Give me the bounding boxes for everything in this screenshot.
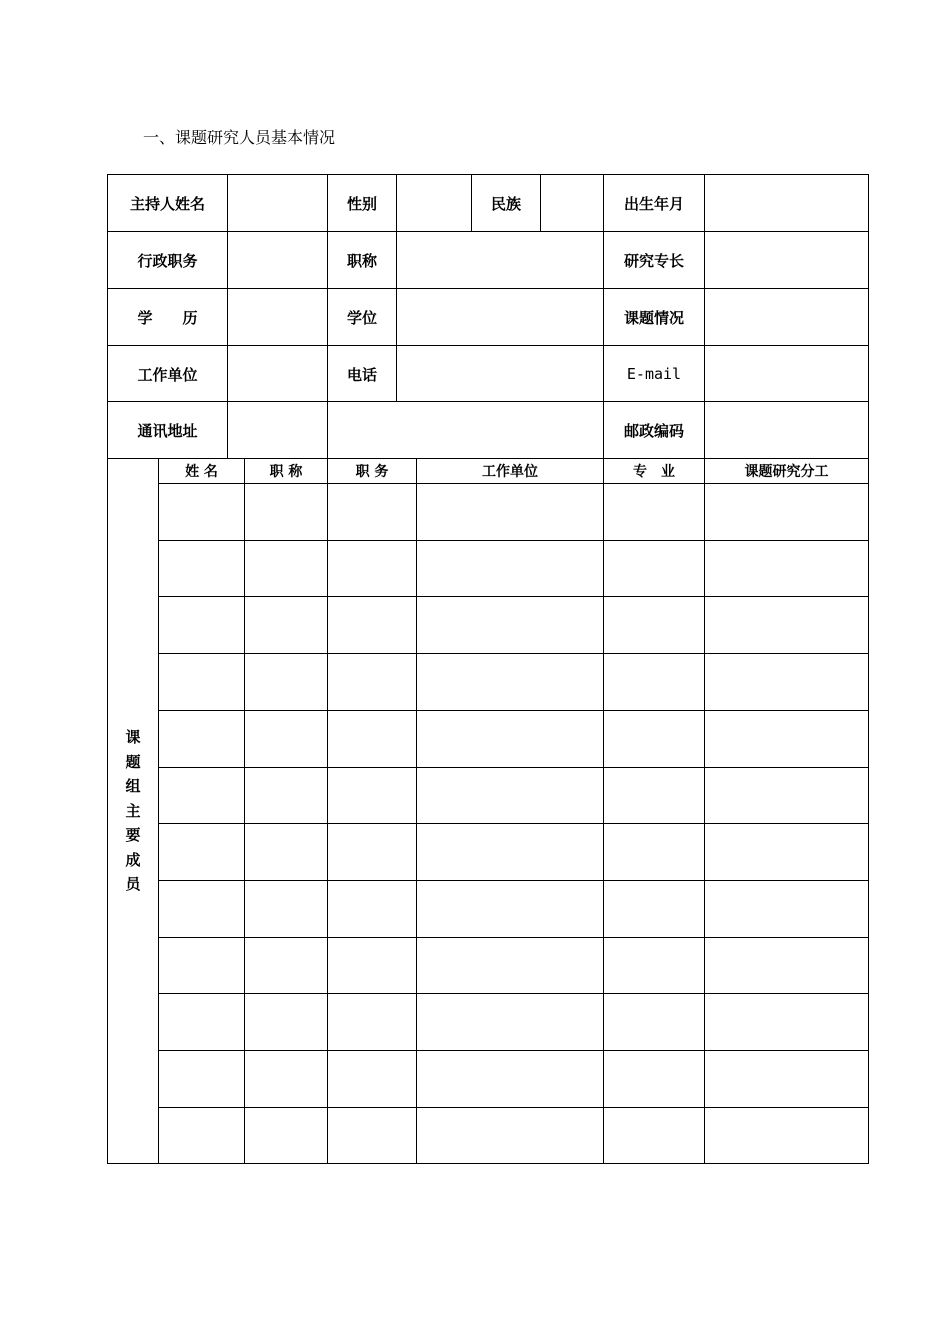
member-work-unit-cell[interactable]: [417, 768, 603, 823]
member-major-cell[interactable]: [604, 597, 704, 653]
member-title-cell[interactable]: [245, 1108, 327, 1163]
member-work-unit-cell[interactable]: [417, 1108, 603, 1163]
member-post-cell[interactable]: [328, 768, 416, 823]
label-ethnicity: 民族: [490, 194, 521, 213]
members-side-label: [108, 459, 158, 1163]
member-name-cell[interactable]: [159, 484, 244, 540]
member-name-cell[interactable]: [159, 768, 244, 823]
project-status-field[interactable]: [705, 289, 868, 345]
member-role-cell[interactable]: [705, 994, 868, 1050]
member-title-cell[interactable]: [245, 597, 327, 653]
ethnicity-field[interactable]: [541, 175, 603, 231]
label-phone: 电话: [346, 365, 377, 384]
member-work-unit-cell[interactable]: [417, 654, 603, 710]
section-heading: 一、课题研究人员基本情况: [143, 128, 336, 147]
label-gender: 性别: [346, 194, 377, 213]
label-specialty: 研究专长: [623, 251, 684, 270]
member-role-cell[interactable]: [705, 1051, 868, 1107]
member-post-cell[interactable]: [328, 654, 416, 710]
member-role-cell[interactable]: [705, 597, 868, 653]
member-name-cell[interactable]: [159, 711, 244, 767]
member-major-cell[interactable]: [604, 994, 704, 1050]
label-work-unit: 工作单位: [137, 365, 198, 384]
member-major-cell[interactable]: [604, 938, 704, 993]
member-post-cell[interactable]: [328, 824, 416, 880]
member-name-cell[interactable]: [159, 824, 244, 880]
member-name-cell[interactable]: [159, 654, 244, 710]
address-field[interactable]: [228, 402, 603, 458]
title-field[interactable]: [397, 232, 603, 288]
label-postcode: 邮政编码: [623, 421, 684, 440]
label-host-name: 主持人姓名: [129, 194, 205, 213]
label-education: 学 历: [137, 308, 198, 327]
member-major-cell[interactable]: [604, 654, 704, 710]
member-major-cell[interactable]: [604, 1108, 704, 1163]
member-work-unit-cell[interactable]: [417, 881, 603, 937]
member-title-cell[interactable]: [245, 541, 327, 596]
label-title: 职称: [346, 251, 377, 270]
member-role-cell[interactable]: [705, 1108, 868, 1163]
education-field[interactable]: [228, 289, 327, 345]
member-role-cell[interactable]: [705, 768, 868, 823]
member-title-cell[interactable]: [245, 994, 327, 1050]
email-field[interactable]: [705, 346, 868, 402]
member-name-cell[interactable]: [159, 938, 244, 993]
label-admin-post: 行政职务: [137, 251, 198, 270]
header-work-unit: 工作单位: [482, 464, 538, 480]
postcode-field[interactable]: [705, 402, 868, 458]
work-unit-field[interactable]: [228, 346, 327, 402]
label-address: 通讯地址: [137, 421, 198, 440]
member-name-cell[interactable]: [159, 541, 244, 596]
members-side-label-text: 课题组主要成员: [125, 728, 141, 894]
gender-field[interactable]: [397, 175, 471, 231]
label-birth: 出生年月: [623, 194, 684, 213]
header-major: 专 业: [633, 464, 675, 480]
member-work-unit-cell[interactable]: [417, 541, 603, 596]
member-title-cell[interactable]: [245, 824, 327, 880]
header-post: 职 务: [355, 464, 389, 480]
member-major-cell[interactable]: [604, 484, 704, 540]
phone-field[interactable]: [397, 346, 603, 402]
member-major-cell[interactable]: [604, 541, 704, 596]
member-post-cell[interactable]: [328, 881, 416, 937]
member-work-unit-cell[interactable]: [417, 938, 603, 993]
member-role-cell[interactable]: [705, 938, 868, 993]
member-post-cell[interactable]: [328, 1108, 416, 1163]
member-title-cell[interactable]: [245, 938, 327, 993]
member-post-cell[interactable]: [328, 994, 416, 1050]
member-role-cell[interactable]: [705, 484, 868, 540]
member-work-unit-cell[interactable]: [417, 1051, 603, 1107]
member-post-cell[interactable]: [328, 541, 416, 596]
label-email: E-mail: [626, 365, 682, 383]
member-name-cell[interactable]: [159, 881, 244, 937]
member-post-cell[interactable]: [328, 1051, 416, 1107]
member-work-unit-cell[interactable]: [417, 484, 603, 540]
member-name-cell[interactable]: [159, 1108, 244, 1163]
birth-field[interactable]: [705, 175, 868, 231]
member-name-cell[interactable]: [159, 1051, 244, 1107]
member-post-cell[interactable]: [328, 484, 416, 540]
member-name-cell[interactable]: [159, 994, 244, 1050]
member-title-cell[interactable]: [245, 768, 327, 823]
header-role: 课题研究分工: [744, 464, 829, 480]
member-major-cell[interactable]: [604, 824, 704, 880]
member-work-unit-cell[interactable]: [417, 597, 603, 653]
specialty-field[interactable]: [705, 232, 868, 288]
member-role-cell[interactable]: [705, 881, 868, 937]
member-major-cell[interactable]: [604, 881, 704, 937]
member-work-unit-cell[interactable]: [417, 711, 603, 767]
label-degree: 学位: [346, 308, 377, 327]
member-role-cell[interactable]: [705, 541, 868, 596]
member-role-cell[interactable]: [705, 711, 868, 767]
member-title-cell[interactable]: [245, 711, 327, 767]
member-work-unit-cell[interactable]: [417, 824, 603, 880]
header-title: 职 称: [269, 464, 303, 480]
member-major-cell[interactable]: [604, 768, 704, 823]
admin-post-field[interactable]: [228, 232, 327, 288]
member-title-cell[interactable]: [245, 1051, 327, 1107]
member-title-cell[interactable]: [245, 654, 327, 710]
label-project-status: 课题情况: [623, 308, 684, 327]
member-major-cell[interactable]: [604, 1051, 704, 1107]
member-post-cell[interactable]: [328, 597, 416, 653]
degree-field[interactable]: [397, 289, 603, 345]
member-title-cell[interactable]: [245, 881, 327, 937]
member-title-cell[interactable]: [245, 484, 327, 540]
member-major-cell[interactable]: [604, 711, 704, 767]
member-work-unit-cell[interactable]: [417, 994, 603, 1050]
member-role-cell[interactable]: [705, 824, 868, 880]
member-post-cell[interactable]: [328, 711, 416, 767]
member-post-cell[interactable]: [328, 938, 416, 993]
member-role-cell[interactable]: [705, 654, 868, 710]
host-name-field[interactable]: [228, 175, 327, 231]
member-name-cell[interactable]: [159, 597, 244, 653]
header-name: 姓 名: [185, 464, 218, 480]
